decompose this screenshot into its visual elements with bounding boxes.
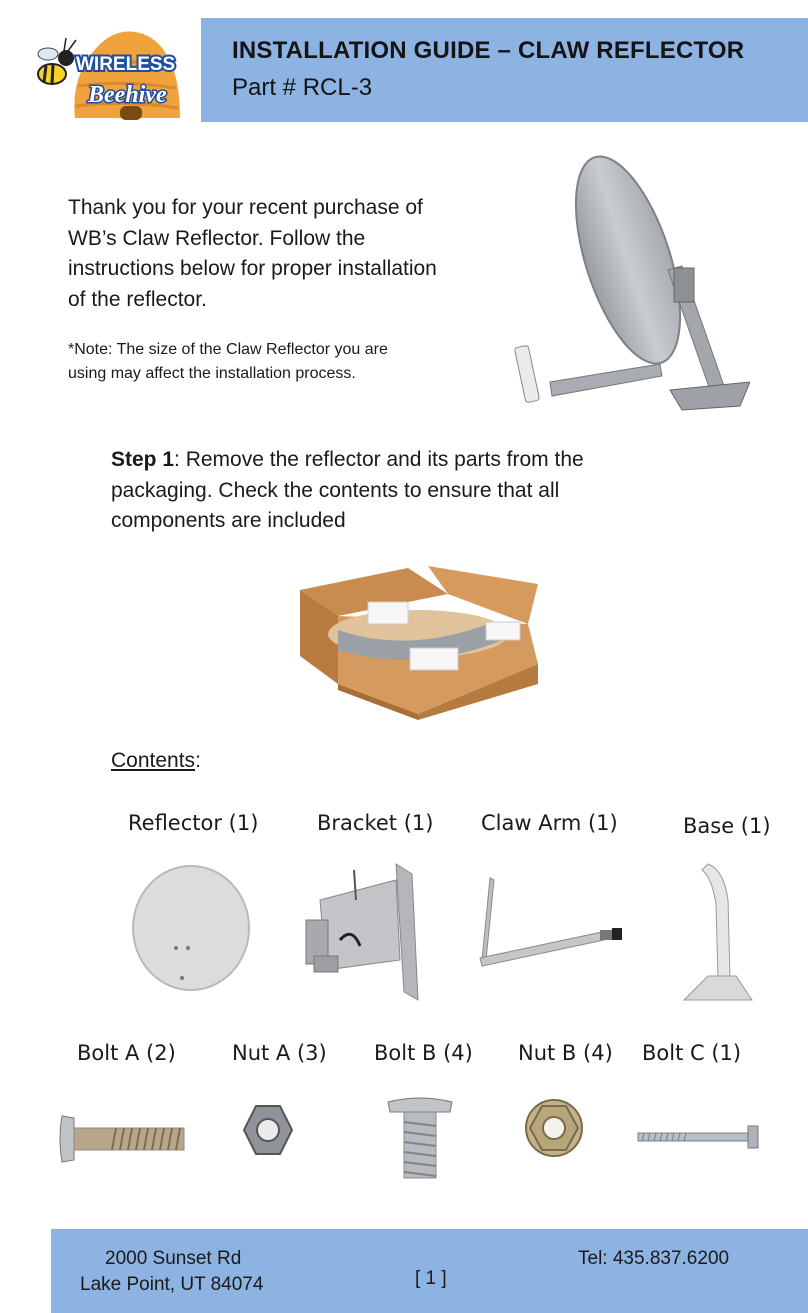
part-label-base: Base (1) — [683, 814, 771, 838]
note-line: *Note: The size of the Claw Reflector you are — [68, 341, 388, 358]
bolt-a-icon — [56, 1108, 190, 1170]
part-label-reflector: Reflector (1) — [128, 811, 259, 835]
packaging-box-photo — [298, 564, 543, 720]
size-note — [68, 338, 468, 386]
intro-line: Thank you for your recent purchase of — [68, 196, 423, 219]
intro-paragraph — [68, 193, 488, 315]
wireless-beehive-logo — [30, 14, 196, 122]
logo-wireless-text: WIRELESS — [76, 54, 176, 75]
header-band — [201, 18, 808, 122]
address-line-2: Lake Point, UT 84074 — [80, 1274, 264, 1295]
base-icon — [678, 860, 758, 1002]
intro-line: of the reflector. — [68, 287, 207, 311]
bolt-c-icon — [636, 1122, 762, 1152]
bracket-icon — [300, 860, 440, 1006]
part-label-nut-a: Nut A (3) — [232, 1041, 327, 1065]
assembled-reflector-photo — [510, 150, 750, 420]
reflector-icon — [128, 862, 254, 994]
step-text-line: packaging. Check the contents to ensure that all — [111, 478, 560, 502]
step-1-instructions — [111, 445, 671, 537]
contents-heading-text: Contents — [111, 749, 196, 772]
note-line: using may affect the installation process. — [68, 365, 356, 382]
nut-b-icon — [524, 1098, 584, 1158]
claw-arm-icon — [476, 874, 628, 968]
page-number: [ 1 ] — [415, 1268, 447, 1289]
part-label-claw-arm: Claw Arm (1) — [481, 811, 618, 835]
contents-heading-suffix: : — [195, 749, 201, 772]
intro-line: WB’s Claw Reflector. Follow the — [68, 226, 366, 250]
step-text: : Remove the reflector and its parts from the — [174, 448, 584, 471]
page-title: INSTALLATION GUIDE – CLAW REFLECTOR — [232, 37, 745, 64]
logo-beehive-text: Beehive — [88, 82, 167, 108]
phone-number: Tel: 435.837.6200 — [578, 1248, 730, 1269]
step-label: Step 1 — [111, 448, 175, 471]
address-line-1: 2000 Sunset Rd — [105, 1248, 242, 1269]
nut-a-icon — [240, 1102, 296, 1158]
part-label-nut-b: Nut B (4) — [518, 1041, 613, 1065]
part-label-bolt-b: Bolt B (4) — [374, 1041, 473, 1065]
step-text-line: components are included — [111, 509, 346, 532]
part-number: Part # RCL-3 — [232, 74, 373, 101]
bee-icon — [38, 38, 76, 84]
part-label-bracket: Bracket (1) — [317, 811, 434, 835]
intro-line: instructions below for proper installation — [68, 257, 437, 280]
bolt-b-icon — [384, 1096, 456, 1182]
part-label-bolt-c: Bolt C (1) — [642, 1041, 742, 1065]
contents-heading — [111, 749, 201, 773]
part-label-bolt-a: Bolt A (2) — [77, 1041, 176, 1065]
